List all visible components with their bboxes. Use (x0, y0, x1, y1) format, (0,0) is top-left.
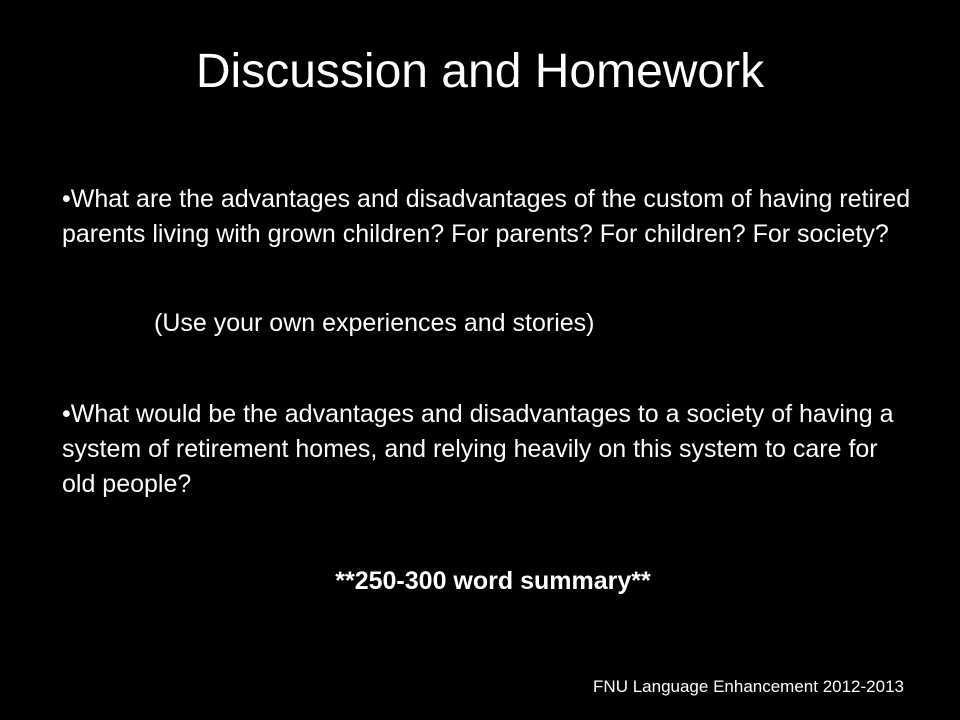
slide-title: Discussion and Homework (195, 45, 765, 98)
bullet-item: •What would be the advantages and disadvantages to a society of having a system of retirement homes, and relying heavily on this system to care for old people? (62, 400, 894, 498)
summary-requirement: **250-300 word summary** (335, 567, 651, 595)
footer-text: FNU Language Enhancement 2012-2013 (593, 677, 904, 696)
instruction-note: (Use your own experiences and stories) (154, 309, 595, 337)
bullet-item: •What are the advantages and disadvantages of the custom of having retired parents living with grown children? For parents? For children? For society? (62, 185, 911, 248)
